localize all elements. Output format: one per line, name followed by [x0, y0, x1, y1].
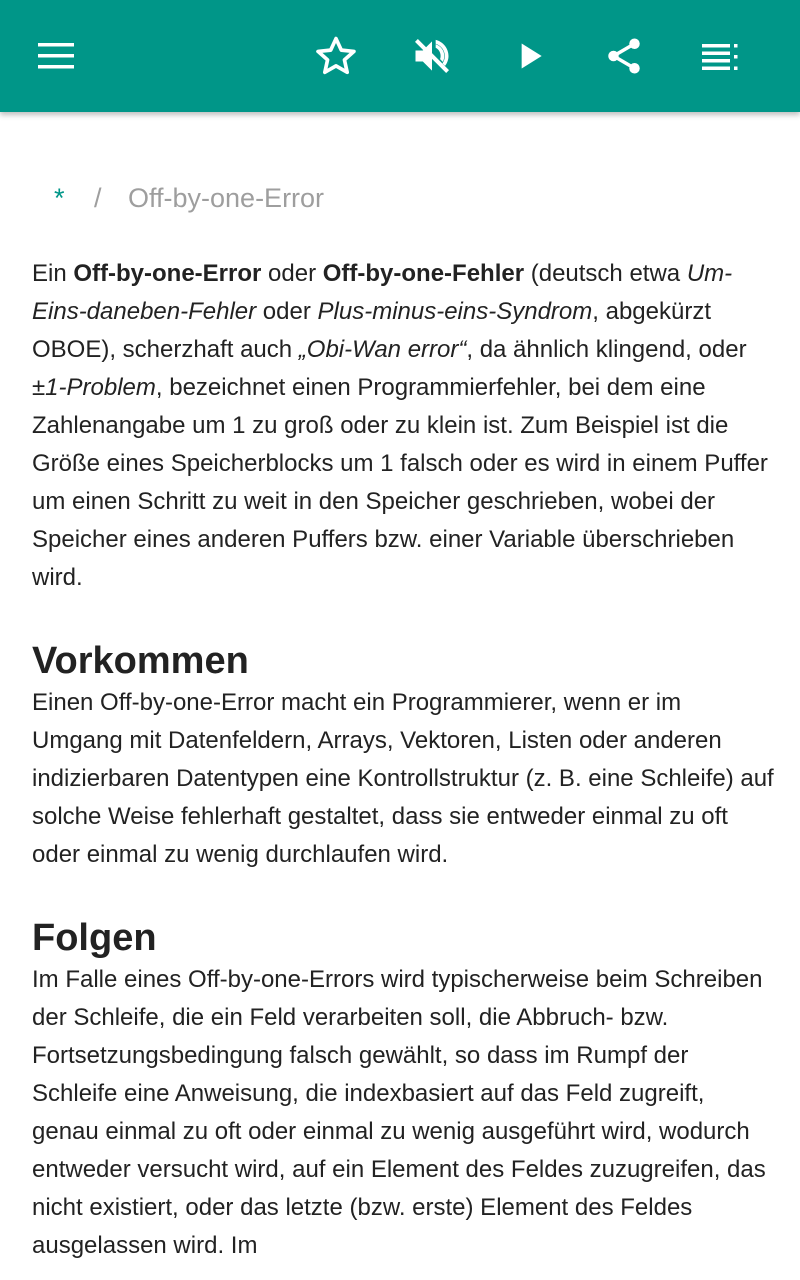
breadcrumb-home-link[interactable]: *	[54, 183, 65, 213]
term-italic: „Obi-Wan error“	[298, 336, 467, 363]
play-icon	[510, 36, 550, 76]
term-bold: Off-by-one-Error	[73, 260, 262, 287]
intro-text: oder	[256, 298, 318, 325]
article-body	[32, 255, 777, 1265]
term-bold: Off-by-one-Fehler	[322, 260, 525, 287]
menu-button[interactable]	[28, 28, 84, 84]
intro-text: Ein	[32, 260, 74, 287]
intro-text: , abgekürzt OBOE), scherzhaft auch	[32, 298, 711, 363]
breadcrumb	[54, 182, 324, 214]
star-outline-icon	[314, 34, 358, 78]
play-button[interactable]	[502, 28, 558, 84]
volume-off-icon	[410, 34, 454, 78]
term-italic: Um-Eins-daneben-Fehler	[32, 260, 733, 325]
intro-paragraph	[32, 255, 777, 597]
section-heading-folgen: Folgen	[32, 917, 157, 959]
section-heading-vorkommen: Vorkommen	[32, 640, 249, 682]
breadcrumb-current: Off-by-one-Error	[128, 183, 325, 213]
term-italic: ±1-Problem	[32, 374, 156, 401]
intro-text: , da ähnlich klingend, oder	[466, 336, 747, 363]
intro-text: oder	[261, 260, 323, 287]
app-toolbar	[0, 0, 800, 112]
contents-button[interactable]	[692, 28, 748, 84]
list-menu-icon	[700, 36, 740, 76]
section-text-folgen: Im Falle eines Off-by-one-Errors wird typischerweise beim Schreiben der Schleife, die ein Feld verarbeiten soll, die Abbruch- bzw. Fortsetzungsbedingung falsch gewählt, so dass im Rumpf der Schleife eine Anweisung, die indexbasiert auf das Feld zugreift, genau einmal zu oft oder einmal zu wenig ausgeführt wird, wodurch entweder versucht wird, auf ein Element des Feldes zuzugreifen, das nicht existiert, oder das letzte (bzw. erste) Element des Feldes ausgelassen wird. Im	[32, 966, 766, 1259]
intro-text: (deutsch etwa	[524, 260, 687, 287]
term-italic: Plus-minus-eins-Syndrom	[317, 298, 593, 325]
intro-text: , bezeichnet einen Programmierfehler, bei dem eine Zahlenangabe um 1 zu groß oder zu klein ist. Zum Beispiel ist die Größe eines Speicherblocks um 1 falsch oder es wird in einem Puffer um einen Schritt zu weit in den Speicher geschrieben, wobei der Speicher eines anderen Puffers bzw. einer Variable überschrieben wird.	[32, 374, 768, 591]
section-text-vorkommen: Einen Off-by-one-Error macht ein Programmierer, wenn er im Umgang mit Datenfeldern, Arrays, Vektoren, Listen oder anderen indizierbaren Datentypen eine Kontrollstruktur (z. B. eine Schleife) auf solche Weise fehlerhaft gestaltet, dass sie entweder einmal zu oft oder einmal zu wenig durchlaufen wird.	[32, 689, 774, 868]
bookmark-button[interactable]	[308, 28, 364, 84]
menu-icon	[36, 36, 76, 76]
breadcrumb-separator: /	[94, 183, 102, 213]
share-icon	[603, 35, 645, 77]
share-button[interactable]	[596, 28, 652, 84]
mute-button[interactable]	[404, 28, 460, 84]
